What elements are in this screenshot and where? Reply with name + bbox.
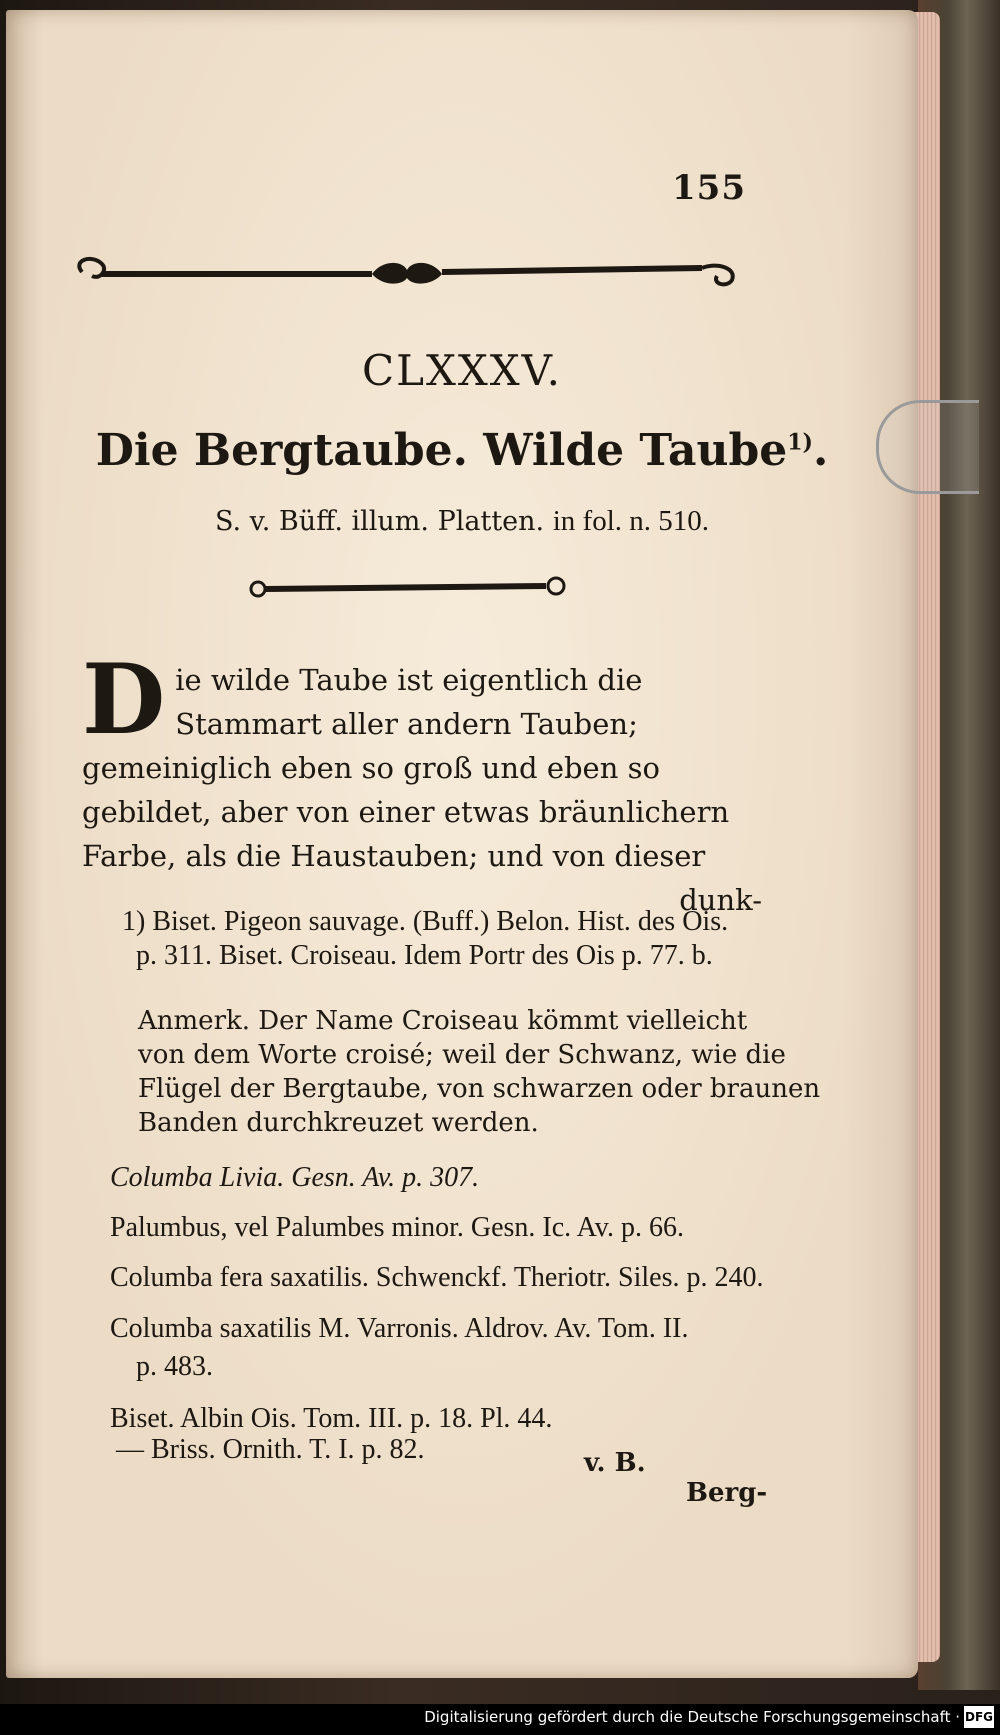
chapter-subtitle	[6, 505, 918, 538]
remark-line: Banden durchkreuzet werden.	[138, 1108, 539, 1138]
synonym-entry: — Briss. Ornith. T. I. p. 82.	[116, 1434, 425, 1465]
book-page	[6, 10, 918, 1678]
synonym-entry: Biset. Albin Ois. Tom. III. p. 18. Pl. 44.	[110, 1403, 553, 1434]
chapter-title: Die Bergtaube. Wilde Taube$^{1)}$.	[95, 425, 829, 476]
chapter-title-text: Die Bergtaube. Wilde Taube	[95, 425, 788, 476]
ornament-rule-small	[246, 576, 576, 602]
remark-line: Flügel der Bergtaube, von schwarzen oder braunen	[138, 1074, 821, 1104]
footnote-line-1: 1) Biset. Pigeon sauvage. (Buff.) Belon. Hist. des Ois.	[122, 906, 729, 937]
remark-line: Anmerk. Der Name Croiseau kömmt vielleicht	[138, 1006, 748, 1036]
drop-cap: D	[82, 643, 166, 756]
digitization-note: Digitalisierung gefördert durch die Deutsche Forschungsgemeinschaft ·	[424, 1708, 960, 1726]
synonym-entry: Columba fera saxatilis. Schwenckf. Theriotr. Siles. p. 240.	[110, 1262, 764, 1293]
body-paragraph	[82, 643, 762, 922]
subtitle-latin: in fol. n. 510.	[552, 505, 710, 537]
chapter-numeral: CLXXXV.	[361, 346, 563, 395]
footnote-line-2: p. 311. Biset. Croiseau. Idem Portr des Ois p. 77. b.	[136, 940, 713, 971]
page-clip	[876, 400, 979, 494]
synonym-entry: p. 483.	[136, 1351, 213, 1382]
subtitle-reference: S. v. Büff. illum. Platten.	[214, 506, 545, 537]
ornament-rule-top	[72, 250, 742, 290]
body-text: ie wilde Taube ist eigentlich die Stammart aller andern Tauben; gemeiniglich eben so groß und eben so gebildet, aber von einer etwas bräunlichern Farbe, als die Haustauben; und von dieser	[82, 663, 730, 873]
catchword-berg: Berg-	[686, 1478, 768, 1508]
synonym-entry: Columba saxatilis M. Varronis. Aldrov. Av. Tom. II.	[110, 1313, 689, 1344]
title-footnote-mark: 1)	[787, 429, 813, 456]
page-number: 155	[672, 168, 746, 208]
catchword-vb: v. B.	[584, 1448, 646, 1478]
dfg-logo: DFG	[964, 1706, 994, 1728]
synonym-entry: Columba Livia. Gesn. Av. p. 307.	[110, 1162, 480, 1193]
catchword-dunk: dunk-	[679, 883, 762, 917]
synonym-entry: Palumbus, vel Palumbes minor. Gesn. Ic. Av. p. 66.	[110, 1212, 684, 1243]
remark-line: von dem Worte croisé; weil der Schwanz, wie die	[138, 1040, 786, 1070]
